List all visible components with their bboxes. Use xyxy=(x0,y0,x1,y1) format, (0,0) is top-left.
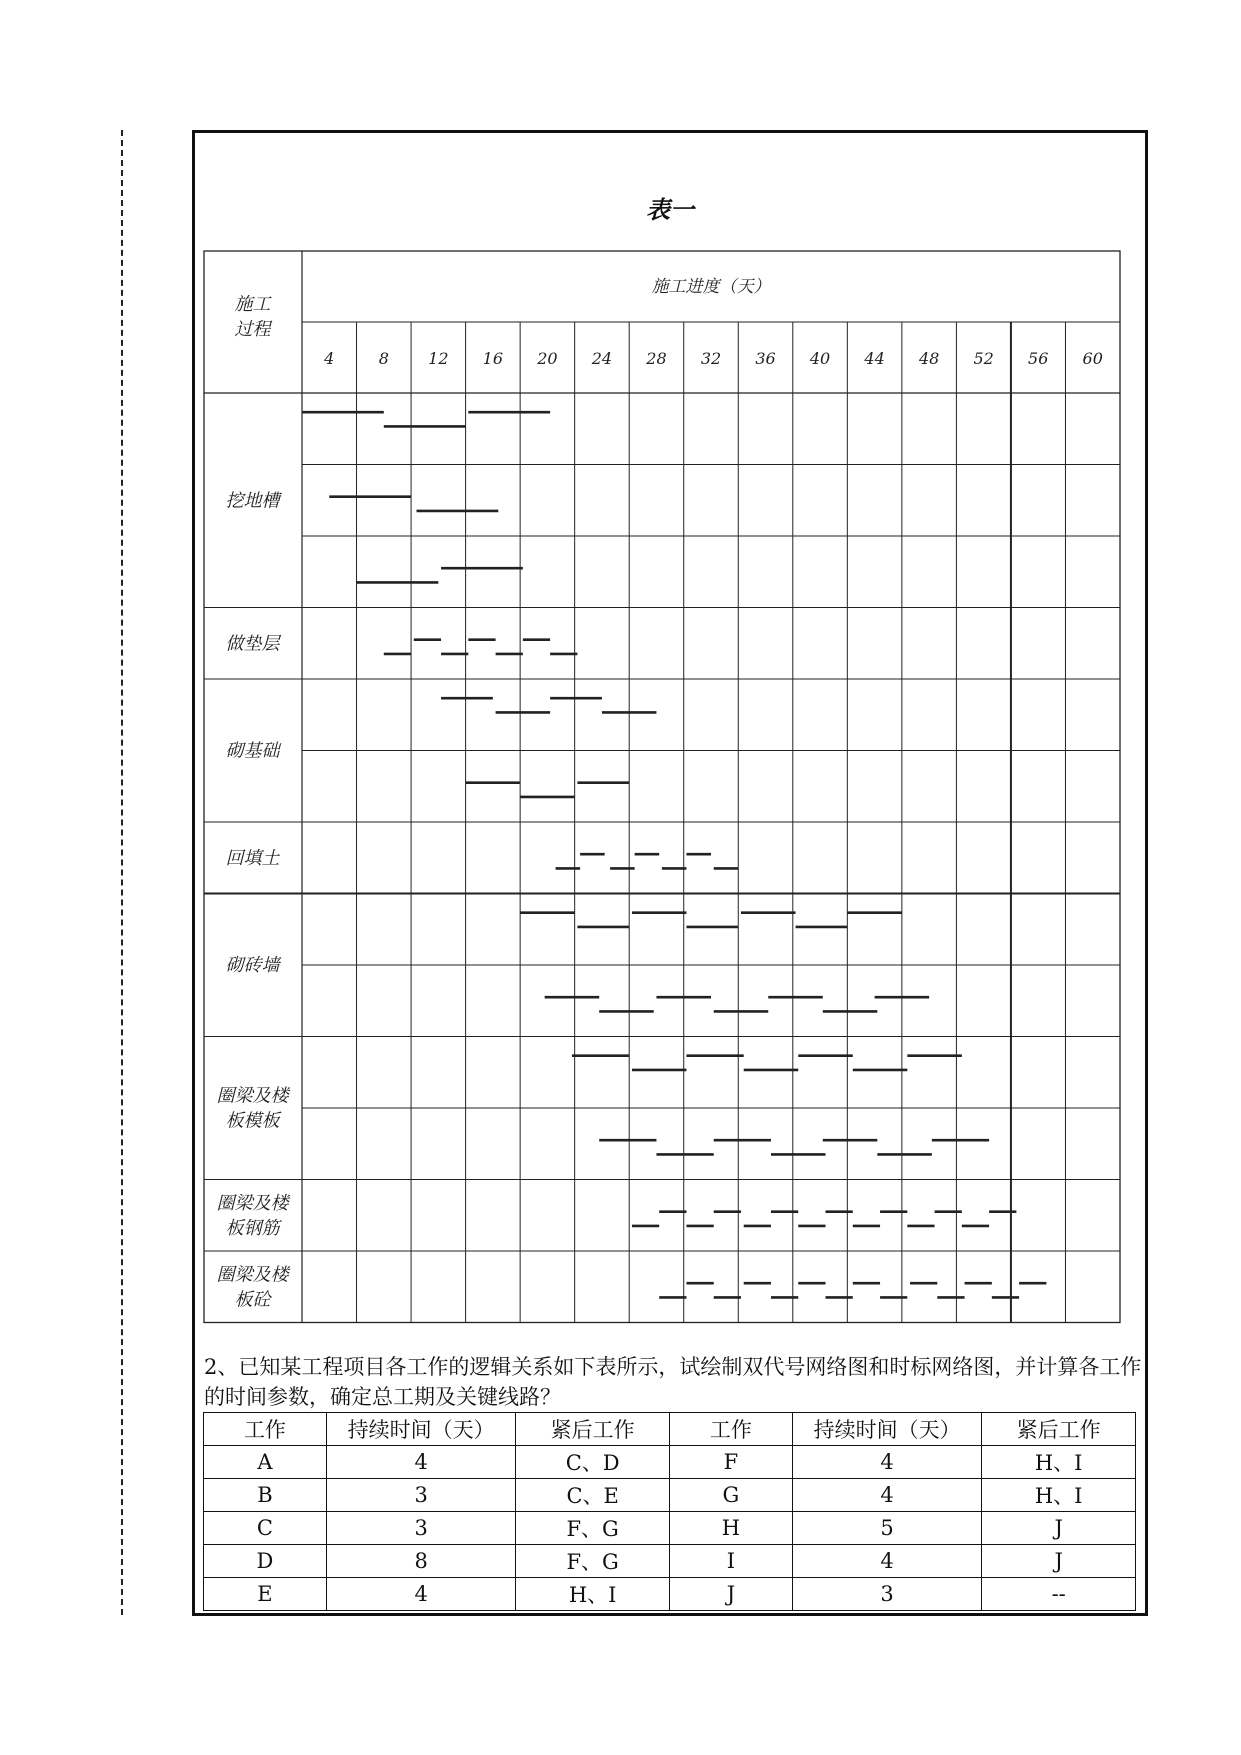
table-cell: C、E xyxy=(516,1479,670,1512)
day-tick-label: 52 xyxy=(973,349,994,368)
table-cell: F、G xyxy=(516,1545,670,1578)
table-cell: I xyxy=(669,1545,792,1578)
table-row xyxy=(204,1545,1136,1578)
day-tick-label: 16 xyxy=(482,349,504,368)
process-name: 挖地槽 xyxy=(225,490,280,512)
header-cell: 紧后工作 xyxy=(982,1413,1136,1446)
corner-label-line: 施工 xyxy=(234,294,271,315)
day-tick-label: 32 xyxy=(700,349,722,368)
day-tick-label: 12 xyxy=(428,349,449,368)
header-cell: 持续时间（天） xyxy=(792,1413,981,1446)
table-row xyxy=(204,1446,1136,1479)
day-tick-label: 56 xyxy=(1028,349,1049,368)
work-logic-table xyxy=(203,1412,1136,1611)
table-cell: 4 xyxy=(792,1479,981,1512)
table-cell: H xyxy=(669,1512,792,1545)
header-cell: 紧后工作 xyxy=(516,1413,670,1446)
process-name: 砌砖墙 xyxy=(225,955,280,976)
table-row xyxy=(204,1578,1136,1611)
process-name: 圈梁及楼 xyxy=(216,1085,289,1107)
process-name: 圈梁及楼 xyxy=(216,1264,289,1286)
day-tick-label: 28 xyxy=(646,349,667,368)
day-tick-label: 60 xyxy=(1082,349,1103,368)
day-tick-label: 40 xyxy=(809,349,831,368)
construction-schedule-chart xyxy=(203,250,1123,1332)
header-cell: 持续时间（天） xyxy=(326,1413,515,1446)
table-cell: 5 xyxy=(792,1512,981,1545)
table-cell: 3 xyxy=(326,1512,515,1545)
table-cell: 4 xyxy=(326,1446,515,1479)
table-cell: 8 xyxy=(326,1545,515,1578)
table-row xyxy=(204,1512,1136,1545)
day-tick-label: 48 xyxy=(918,349,940,368)
process-name: 回填土 xyxy=(225,847,280,869)
progress-header: 施工进度（天） xyxy=(651,277,771,297)
table-cell: F、G xyxy=(516,1512,670,1545)
corner-label-line: 过程 xyxy=(234,319,271,340)
process-name: 板模板 xyxy=(225,1110,280,1132)
table-cell: 3 xyxy=(326,1479,515,1512)
table-cell: D xyxy=(204,1545,327,1578)
table-cell: G xyxy=(669,1479,792,1512)
table-cell: H、I xyxy=(982,1446,1136,1479)
table-cell: B xyxy=(204,1479,327,1512)
table-cell: 3 xyxy=(792,1578,981,1611)
process-name: 圈梁及楼 xyxy=(216,1192,289,1214)
header-cell: 工作 xyxy=(204,1413,327,1446)
day-tick-label: 8 xyxy=(378,349,389,368)
day-tick-label: 44 xyxy=(864,349,885,368)
table-cell: A xyxy=(204,1446,327,1479)
table-cell: J xyxy=(982,1545,1136,1578)
header-cell: 工作 xyxy=(669,1413,792,1446)
process-name: 板砼 xyxy=(234,1289,271,1311)
process-name: 做垫层 xyxy=(225,633,280,655)
table-cell: H、I xyxy=(516,1578,670,1611)
day-tick-label: 24 xyxy=(591,349,613,368)
day-tick-label: 20 xyxy=(537,349,558,368)
table-cell: -- xyxy=(982,1578,1136,1611)
day-tick-label: 4 xyxy=(324,349,335,368)
table-cell: C xyxy=(204,1512,327,1545)
process-name: 砌基础 xyxy=(225,740,280,762)
process-name: 板钢筋 xyxy=(225,1217,280,1239)
table-cell: H、I xyxy=(982,1479,1136,1512)
table-cell: 4 xyxy=(792,1446,981,1479)
table-title: 表一 xyxy=(646,195,694,224)
table-header-row xyxy=(204,1413,1136,1446)
day-tick-label: 36 xyxy=(755,349,776,368)
question-text: 2、已知某工程项目各工作的逻辑关系如下表所示，试绘制双代号网络图和时标网络图，并计算各工作的时间参数，确定总工期及关键线路？ xyxy=(204,1355,1142,1409)
table-cell: F xyxy=(669,1446,792,1479)
binding-dashed-line xyxy=(121,130,123,1615)
table-cell: 4 xyxy=(792,1545,981,1578)
table-row xyxy=(204,1479,1136,1512)
table-cell: E xyxy=(204,1578,327,1611)
table-cell: 4 xyxy=(326,1578,515,1611)
table-cell: J xyxy=(669,1578,792,1611)
table-cell: C、D xyxy=(516,1446,670,1479)
table-cell: J xyxy=(982,1512,1136,1545)
